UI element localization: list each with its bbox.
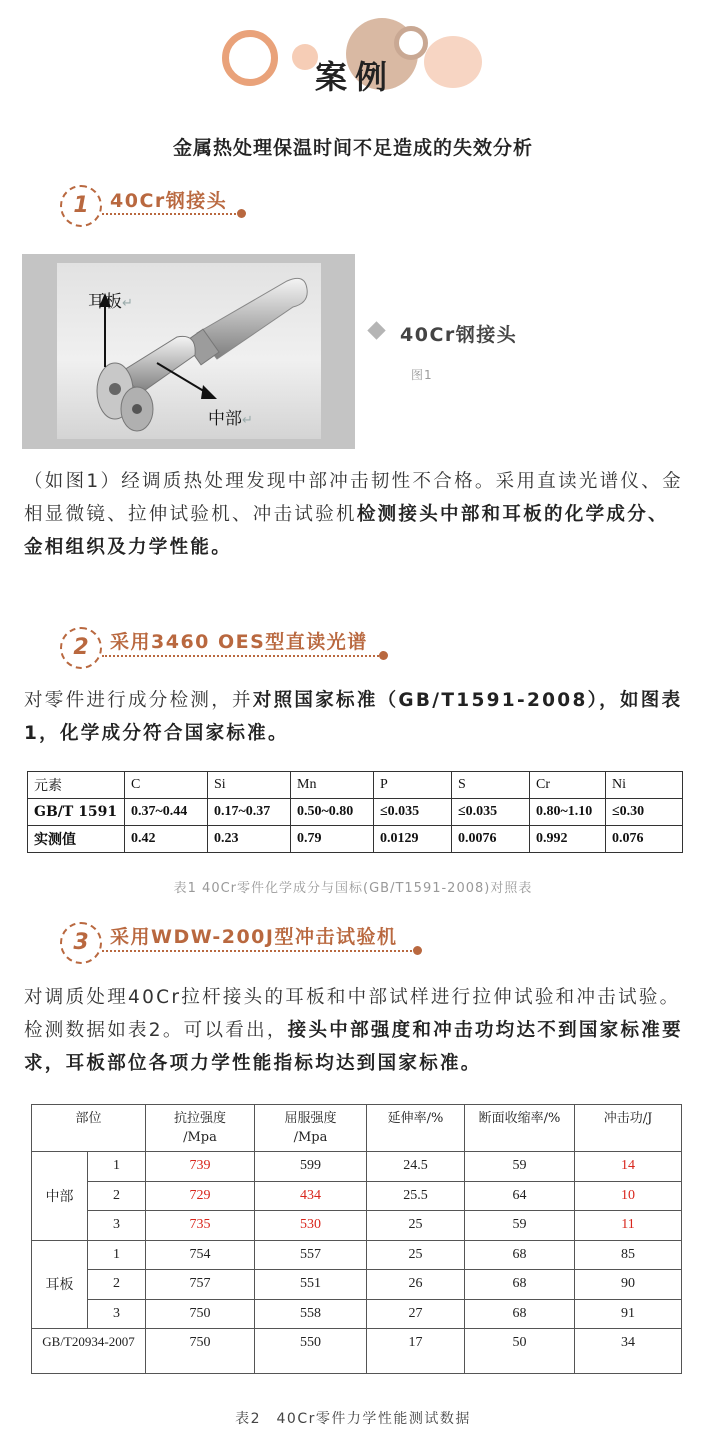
table-row: 耳板 1 754 557 25 68 85 <box>32 1240 682 1270</box>
figure-1-caption-number: 图1 <box>411 368 433 382</box>
paragraph-1: （如图1）经调质热处理发现中部冲击韧性不合格。采用直读光谱仪、金相显微镜、拉伸试验机、冲击试验机检测接头中部和耳板的化学成分、金相组织及力学性能。 <box>24 471 683 558</box>
paragraph-2: 对零件进行成分检测，并对照国家标准（GB/T1591-2008），如图表1，化学成分符合国家标准。 <box>24 690 683 744</box>
section-2-number: 2 <box>60 627 102 669</box>
table-row: 2 729 434 25.5 64 10 <box>32 1181 682 1211</box>
table-row: 3 735 530 25 59 11 <box>32 1211 682 1241</box>
group-label: 耳板 <box>32 1240 88 1329</box>
table-row: 实测值 0.42 0.23 0.79 0.0129 0.0076 0.992 0.076 <box>28 826 683 853</box>
section-1-underline <box>102 213 240 215</box>
section-1-number: 1 <box>60 185 102 227</box>
page-subtitle: 金属热处理保温时间不足造成的失效分析 <box>172 137 533 159</box>
section-3-number: 3 <box>60 922 102 964</box>
table-row: 2 757 551 26 68 90 <box>32 1270 682 1300</box>
table-header-row: 元素 C Si Mn P S Cr Ni <box>28 772 683 799</box>
section-3-dot <box>413 946 422 955</box>
section-2-title: 采用3460 OES型直读光谱 <box>110 631 368 653</box>
paragraph-3: 对调质处理40Cr拉杆接头的耳板和中部试样进行拉伸试验和冲击试验。检测数据如表2。可以看出，接头中部强度和冲击功均达不到国家标准要求，耳板部位各项力学性能指标均达到国家标准。 <box>24 987 683 1074</box>
table-2-caption: 表2 40Cr零件力学性能测试数据 <box>235 1411 471 1427</box>
figure-1-caption-title: 40Cr钢接头 <box>400 324 518 346</box>
table-chemical-composition <box>27 771 683 853</box>
table-row: 中部 1 739 599 24.5 59 14 <box>32 1152 682 1182</box>
table-mechanical-properties <box>31 1104 682 1374</box>
figure-label-ear: 耳板↵ <box>88 292 133 312</box>
section-2-underline <box>102 655 382 657</box>
table-header-row: 部位 抗拉强度 /Mpa 屈服强度 /Mpa 延伸率/% 断面收缩率/% 冲击功/J <box>32 1105 682 1152</box>
figure-label-mid: 中部↵ <box>208 409 253 429</box>
decor-blob <box>424 36 482 88</box>
table-row: 3 750 558 27 68 91 <box>32 1299 682 1329</box>
decor-ring-left <box>222 30 278 86</box>
header-title: 案例 <box>314 58 395 96</box>
table-row-standard: GB/T20934-2007 750 550 17 50 34 <box>32 1329 682 1374</box>
section-1-title: 40Cr钢接头 <box>110 190 228 212</box>
group-label: 中部 <box>32 1152 88 1241</box>
diamond-icon <box>367 321 385 339</box>
section-3-underline <box>102 950 416 952</box>
table-row: GB/T 1591 0.37~0.44 0.17~0.37 0.50~0.80 ≤0.035 ≤0.035 0.80~1.10 ≤0.30 <box>28 799 683 826</box>
section-3-title: 采用WDW-200J型冲击试验机 <box>110 926 398 948</box>
section-2-dot <box>379 651 388 660</box>
table-1-caption: 表1 40Cr零件化学成分与国标(GB/T1591-2008)对照表 <box>173 881 533 896</box>
section-1-dot <box>237 209 246 218</box>
